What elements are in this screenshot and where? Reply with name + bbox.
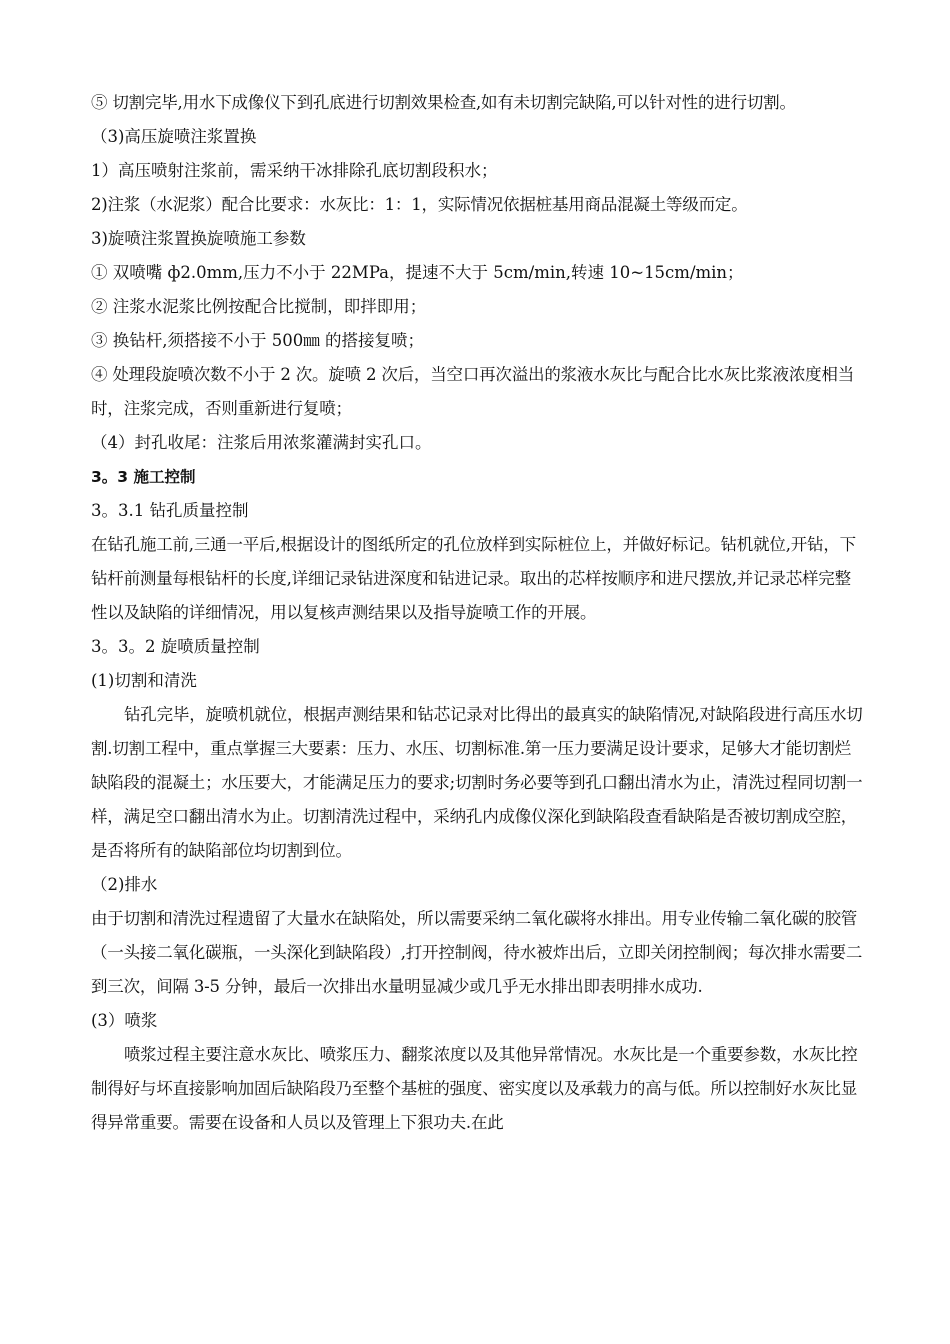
- subheading-cutting-cleaning: (1)切割和清洗: [91, 671, 197, 690]
- list-item-1: 1）高压喷射注浆前，需采纳干冰排除孔底切割段积水；: [91, 161, 498, 180]
- step-5-paragraph: ⑤ 切割完毕,用水下成像仪下到孔底进行切割效果检查,如有未切割完缺陷,可以针对性的进行切割。: [91, 93, 796, 112]
- grouting-paragraph: 喷浆过程主要注意水灰比、喷浆压力、翻浆浓度以及其他异常情况。水灰比是一个重要参数，水灰比控制得好与坏直接影响加固后缺陷段乃至整个基桩的强度、密实度以及承载力的高与低。所以控制好水灰比显得异常重要。需要在设备和人员以及管理上下狠功夫.在此: [91, 1045, 858, 1132]
- cutting-cleaning-paragraph: 钻孔完毕，旋喷机就位，根据声测结果和钻芯记录对比得出的最真实的缺陷情况,对缺陷段进行高压水切割.切割工程中，重点掌握三大要素：压力、水压、切割标准.第一压力要满足设计要求，足够大才能切割烂缺陷段的混凝土；水压要大，才能满足压力的要求;切割时务必要等到孔口翻出清水为止，清洗过程同切割一样，满足空口翻出清水为止。切割清洗过程中，采纳孔内成像仪深化到缺陷段查看缺陷是否被切割成空腔，是否将所有的缺陷部位均切割到位。: [91, 705, 863, 860]
- subheading-drainage: （2)排水: [91, 875, 158, 894]
- list-item-2: 2)注浆（水泥浆）配合比要求：水灰比：1：1，实际情况依据桩基用商品混凝土等级而定。: [91, 195, 748, 214]
- subheading-grouting: (3）喷浆: [91, 1011, 158, 1030]
- param-item-2: ② 注浆水泥浆比例按配合比搅制，即拌即用；: [91, 297, 427, 316]
- param-item-1: ① 双喷嘴 ф2.0mm,压力不小于 22MPa，提速不大于 5cm/min,转速 10~15cm/min；: [91, 263, 744, 282]
- section-heading-3-3: 3。3 施工控制: [91, 468, 196, 486]
- document-page: [91, 86, 863, 1140]
- drilling-control-paragraph: 在钻孔施工前,三通一平后,根据设计的图纸所定的孔位放样到实际桩位上，并做好标记。钻机就位,开钻，下钻杆前测量每根钻杆的长度,详细记录钻进深度和钻进记录。取出的芯样按顺序和进尺摆放,并记录芯样完整性以及缺陷的详细情况，用以复核声测结果以及指导旋喷工作的开展。: [91, 535, 856, 622]
- param-item-3: ③ 换钻杆,须搭接不小于 500㎜ 的搭接复喷；: [91, 331, 424, 350]
- subsection-heading-3-3-1: 3。3.1 钻孔质量控制: [91, 501, 249, 520]
- param-item-4: ④ 处理段旋喷次数不小于 2 次。旋喷 2 次后，当空口再次溢出的浆液水灰比与配合比水灰比浆液浓度相当时，注浆完成，否则重新进行复喷；: [91, 365, 855, 418]
- subsection-heading-3-3-2: 3。3。2 旋喷质量控制: [91, 637, 260, 656]
- list-item-3: 3)旋喷注浆置换旋喷施工参数: [91, 229, 306, 248]
- section-heading-4-sealing: （4）封孔收尾：注浆后用浓浆灌满封实孔口。: [91, 433, 432, 452]
- drainage-paragraph: 由于切割和清洗过程遗留了大量水在缺陷处，所以需要采纳二氧化碳将水排出。用专业传输二氧化碳的胶管（一头接二氧化碳瓶，一头深化到缺陷段）,打开控制阀，待水被炸出后，立即关闭控制阀；每次排水需要二到三次，间隔 3-5 分钟，最后一次排出水量明显减少或几乎无水排出即表明排水成功.: [91, 909, 863, 996]
- section-heading-3-high-pressure: （3)高压旋喷注浆置换: [91, 127, 257, 146]
